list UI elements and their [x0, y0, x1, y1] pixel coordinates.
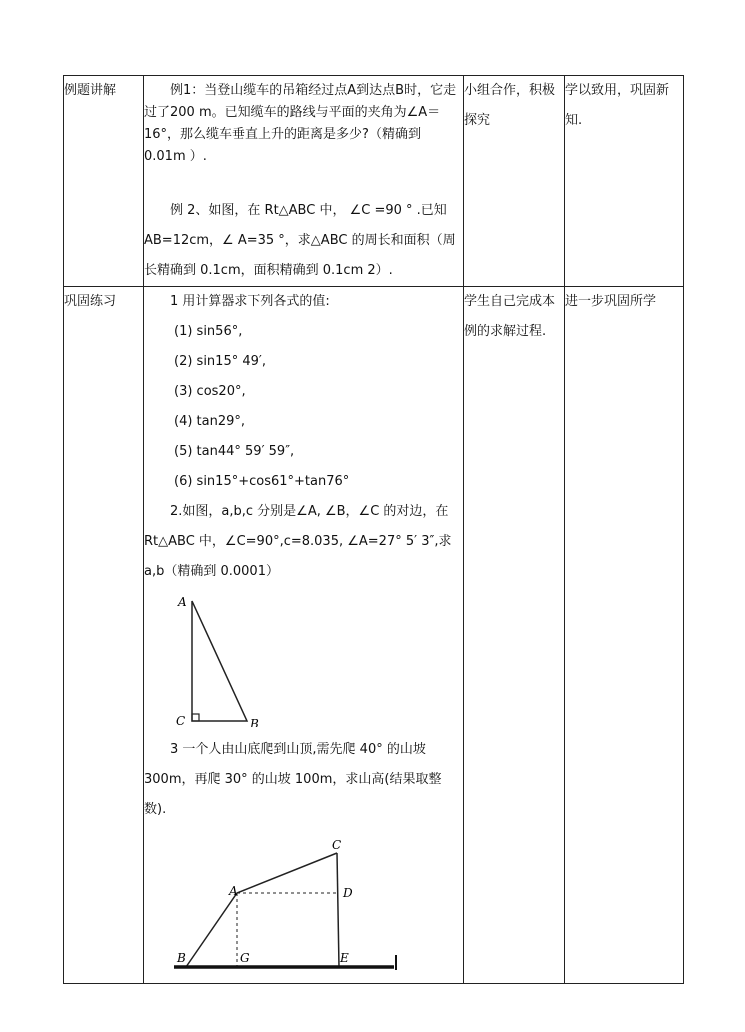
- question-1-item: (3) cos20°,: [174, 384, 246, 399]
- question-1-item: (1) sin56°,: [174, 324, 243, 339]
- question-1-item: (5) tan44° 59′ 59″,: [174, 444, 295, 459]
- question-1-item: (6) sin15°+cos61°+tan76°: [174, 474, 350, 489]
- activity-cell: [464, 76, 565, 287]
- example-2-text: 例 2、如图，在 Rt△ABC 中， ∠C =90 ° .已知AB=12cm，∠ A=35 °，求△ABC 的周长和面积（周长精确到 0.1cm，面积精确到 0.1cm 2）.: [144, 203, 456, 278]
- point-label-e: E: [340, 951, 349, 965]
- point-label-b: B: [177, 951, 186, 965]
- table-row: [64, 287, 684, 984]
- vertex-label-a: A: [178, 595, 187, 609]
- activity-text: 小组合作，积极探究: [464, 83, 556, 128]
- activity-cell: [464, 287, 565, 984]
- section-label: 例题讲解: [64, 83, 117, 98]
- example-1-text: 例1：当登山缆车的吊箱经过点A到达点B时，它走过了200 m。已知缆车的路线与平面的夹角为∠A＝16°，那么缆车垂直上升的距离是多少?（精确到 0.01m ）.: [144, 83, 457, 164]
- section-label: 巩固练习: [64, 294, 117, 309]
- section-cell: [64, 76, 144, 287]
- content-cell: [144, 287, 464, 984]
- lesson-table: [63, 75, 684, 984]
- question-1-item: (2) sin15° 49′,: [174, 354, 266, 369]
- vertex-label-c: C: [176, 714, 186, 727]
- purpose-cell: [565, 76, 684, 287]
- activity-text: 学生自己完成本例的求解过程.: [464, 294, 556, 339]
- section-cell: [64, 287, 144, 984]
- right-triangle-figure: [144, 587, 444, 727]
- purpose-cell: [565, 287, 684, 984]
- mountain-slope-figure: [144, 825, 444, 970]
- vertex-label-b: B: [250, 717, 259, 727]
- point-label-a: A: [229, 884, 238, 898]
- table-row: [64, 76, 684, 287]
- question-1-item: (4) tan29°,: [174, 414, 246, 429]
- point-label-g: G: [240, 951, 250, 965]
- question-2-text: 2.如图，a,b,c 分别是∠A, ∠B，∠C 的对边，在 Rt△ABC 中，∠C=90°,c=8.035, ∠A=27° 5′ 3″,求 a,b（精确到 0.0001）: [144, 504, 452, 579]
- content-cell: [144, 76, 464, 287]
- question-1-title: 1 用计算器求下列各式的值:: [170, 294, 330, 309]
- question-3-text: 3 一个人由山底爬到山顶,需先爬 40° 的山坡 300m，再爬 30° 的山坡 100m，求山高(结果取整数).: [144, 742, 442, 817]
- purpose-text: 学以致用，巩固新知.: [565, 83, 670, 128]
- purpose-text: 进一步巩固所学: [565, 294, 657, 309]
- point-label-c: C: [332, 838, 342, 852]
- point-label-d: D: [343, 886, 353, 900]
